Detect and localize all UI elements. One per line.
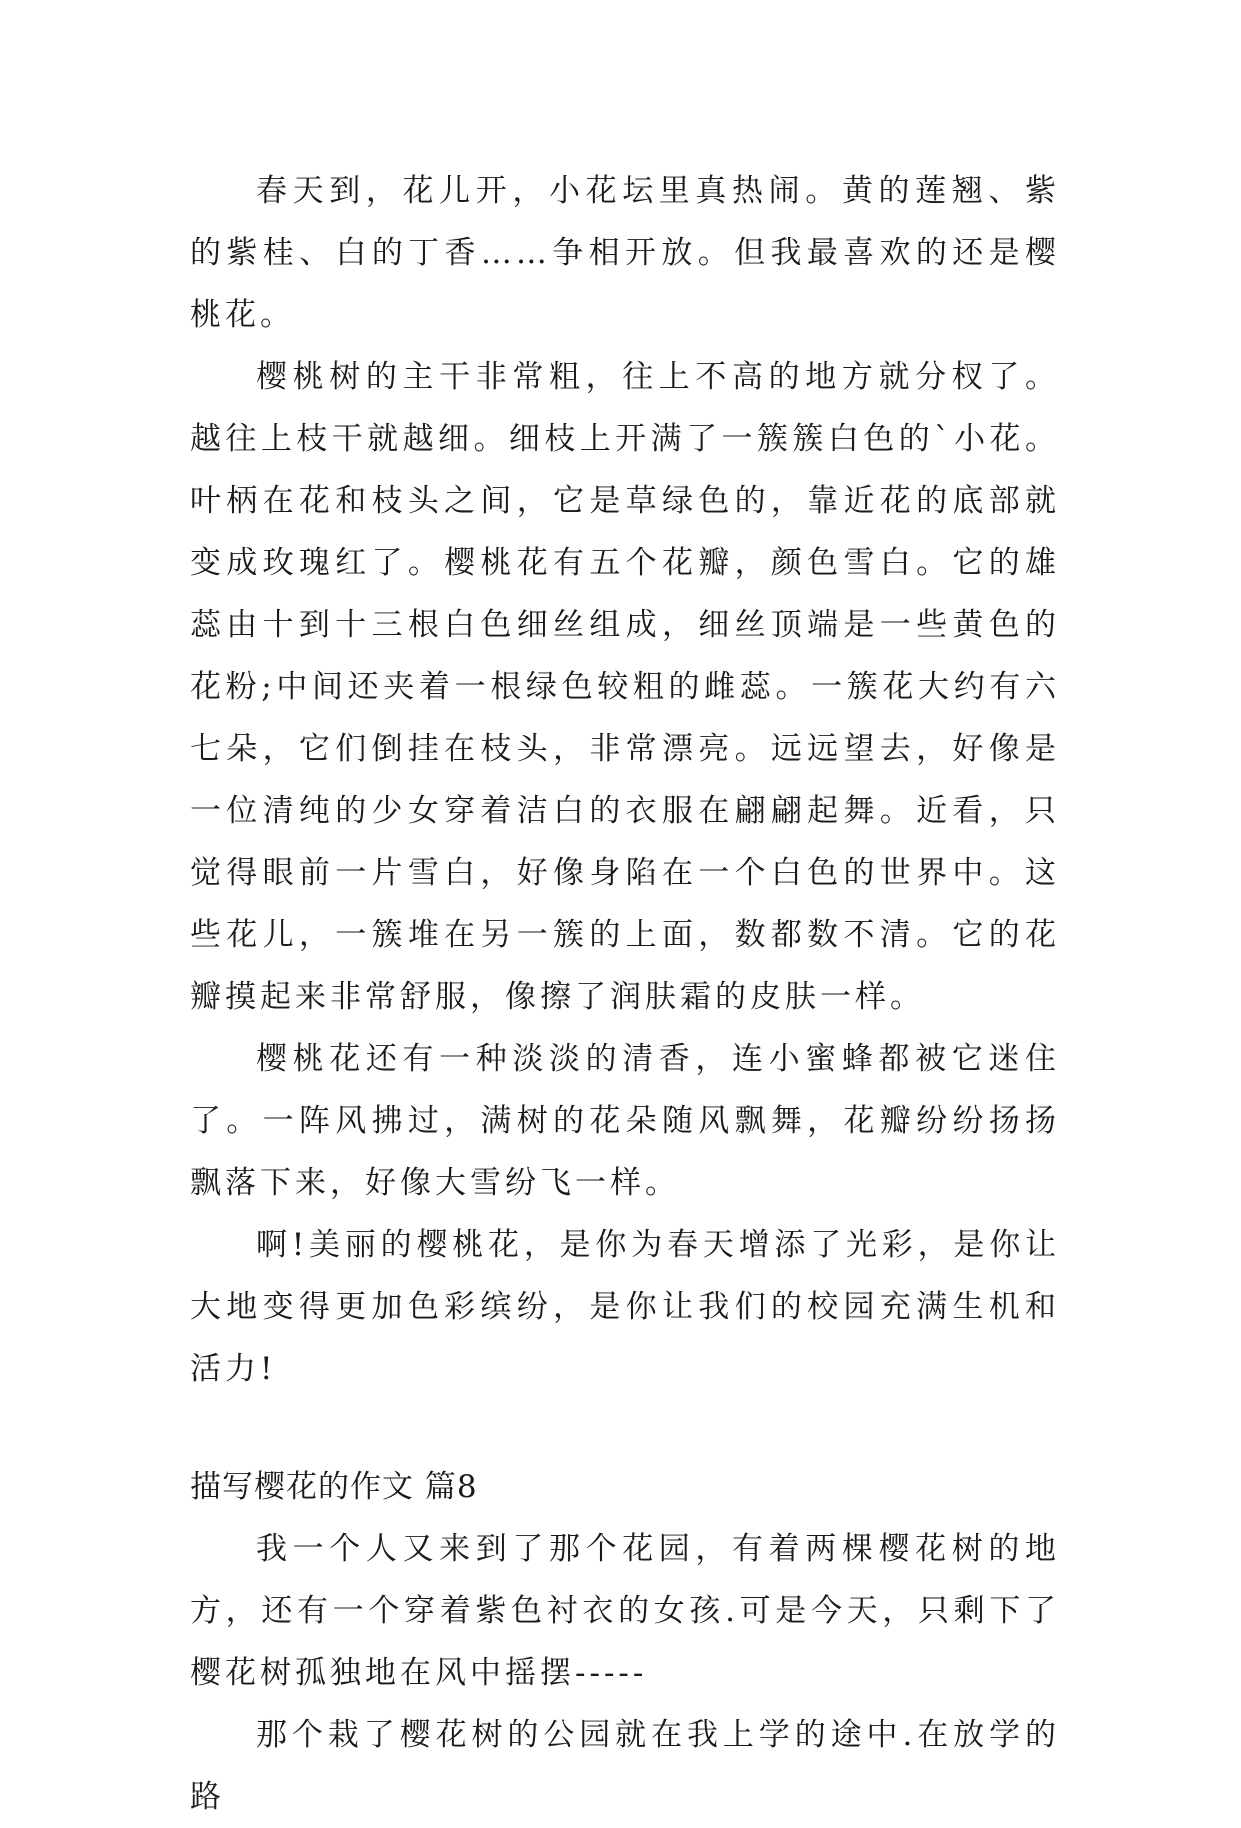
paragraph-cherry-praise: 啊!美丽的樱桃花，是你为春天增添了光彩，是你让大地变得更加色彩缤纷，是你让我们的校园充满生机和活力! [190, 1227, 1060, 1387]
section-title: 描写樱花的作文 篇8 [190, 1469, 478, 1505]
document-page [190, 160, 1060, 1828]
paragraph-spring-intro: 春天到，花儿开，小花坛里真热闹。黄的莲翘、紫的紫桂、白的丁香……争相开放。但我最喜欢的还是樱桃花。 [190, 173, 1060, 333]
paragraph-garden-memory: 我一个人又来到了那个花园，有着两棵樱花树的地方，还有一个穿着紫色衬衣的女孩.可是今天，只剩下了樱花树孤独地在风中摇摆----- [190, 1531, 1060, 1691]
paragraph-park-route: 那个栽了樱花树的公园就在我上学的途中.在放学的路 [190, 1717, 1060, 1815]
paragraph-cherry-tree-description: 樱桃树的主干非常粗，往上不高的地方就分杈了。越往上枝干就越细。细枝上开满了一簇簇白色的`小花。叶柄在花和枝头之间，它是草绿色的，靠近花的底部就变成玫瑰红了。樱桃花有五个花瓣，颜色雪白。它的雄蕊由十到十三根白色细丝组成，细丝顶端是一些黄色的花粉;中间还夹着一根绿色较粗的雌蕊。一簇花大约有六七朵，它们倒挂在枝头，非常漂亮。远远望去，好像是一位清纯的少女穿着洁白的衣服在翩翩起舞。近看，只觉得眼前一片雪白，好像身陷在一个白色的世界中。这些花儿，一簇堆在另一簇的上面，数都数不清。它的花瓣摸起来非常舒服，像擦了润肤霜的皮肤一样。 [190, 359, 1060, 1015]
paragraph-cherry-fragrance: 樱桃花还有一种淡淡的清香，连小蜜蜂都被它迷住了。一阵风拂过，满树的花朵随风飘舞，花瓣纷纷扬扬飘落下来，好像大雪纷飞一样。 [190, 1041, 1060, 1201]
